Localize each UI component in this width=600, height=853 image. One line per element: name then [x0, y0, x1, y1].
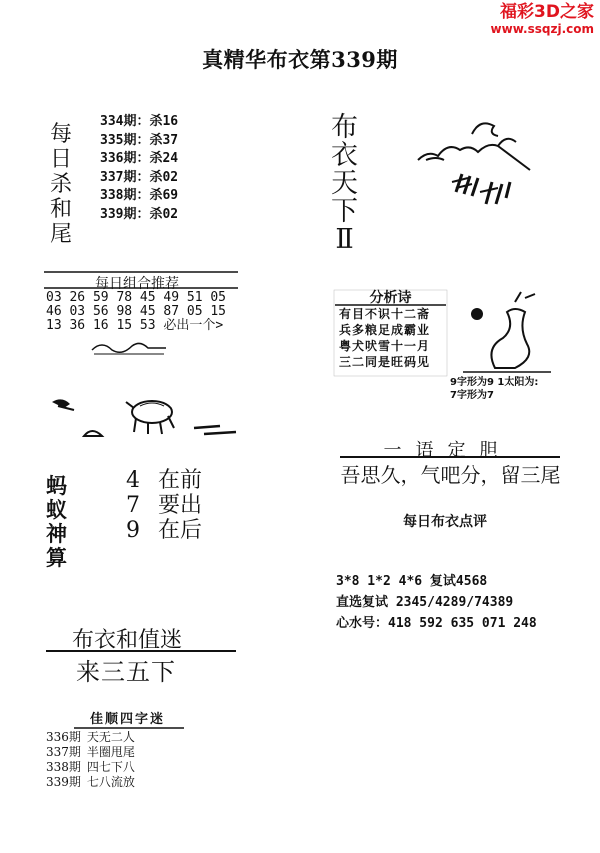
ant-calc-row [120, 518, 202, 543]
ant-calc-row [120, 493, 202, 518]
ant-calc-rows [120, 468, 202, 543]
ant-calc-text: 在前 [158, 468, 203, 493]
four-char-text: 天无二人 [86, 730, 135, 744]
daily-combo-row: 03 26 59 78 45 49 51 05 [46, 290, 227, 305]
brand-url: www.ssqzj.com [490, 22, 594, 36]
analysis-poem-line: 兵多粮足成霸业 [339, 323, 431, 337]
ant-calc-title-char: 神 [46, 521, 67, 546]
kill-tail-list [100, 113, 178, 224]
analysis-poem-title: 分析诗 [369, 290, 412, 306]
kill-tail-title-char: 日 [50, 147, 73, 172]
kill-tail-item: 336期：杀24 [100, 151, 179, 166]
ant-calc-text: 在后 [158, 518, 203, 543]
four-char-row [46, 760, 135, 775]
buyi-title-char: 衣 [331, 140, 358, 171]
ant-calc-text: 要出 [158, 493, 203, 518]
buyi-title-char: 天 [331, 168, 358, 199]
ant-calc-row [120, 468, 202, 493]
kill-tail-item: 337期：杀02 [100, 169, 179, 185]
kill-tail-title [50, 122, 72, 247]
daily-combo-row: 13 36 16 15 53 必出一个> [46, 318, 224, 333]
four-char-text: 半圈甩尾 [86, 745, 135, 759]
daily-review-title: 每日布衣点评 [403, 514, 487, 530]
ant-calc-num: 9 [126, 518, 140, 543]
daily-review-line: 心水号：418 592 635 071 248 [336, 616, 537, 631]
kill-tail-title-char: 每 [50, 122, 73, 147]
daily-review-line: 直选复试 2345/4289/74389 [336, 595, 514, 610]
analysis-poem-notes [450, 376, 538, 402]
one-phrase-title: 一语定胆 [383, 440, 512, 461]
analysis-poem-note: 7字形为7 [450, 390, 494, 401]
daily-combo-row: 46 03 56 98 45 87 05 15 [46, 304, 227, 319]
buyi-title-char: Ⅱ [335, 224, 354, 255]
analysis-poem-line: 有目不识十二斋 [339, 307, 431, 321]
daily-combo-rows [46, 291, 226, 333]
analysis-poem-lines [339, 306, 430, 370]
kill-tail-title-char: 杀 [50, 172, 73, 197]
figure-illustration [455, 288, 555, 374]
analysis-poem-line: 粤犬吠雪十一月 [339, 339, 431, 353]
four-char-issue: 336期 [46, 730, 81, 744]
ant-calc-num: 7 [126, 493, 140, 518]
analysis-poem-line: 三二同是旺码见 [339, 355, 431, 369]
four-char-text: 七八流放 [86, 775, 135, 789]
ant-calc-num: 4 [126, 468, 140, 493]
kill-tail-item: 335期：杀37 [100, 132, 179, 148]
kill-tail-item: 334期：杀16 [100, 114, 179, 129]
daily-review-line: 3*8 1*2 4*6 复试4568 [336, 574, 488, 589]
riddle-title: 布衣和值迷 [72, 628, 183, 653]
kill-tail-item: 339期：杀02 [100, 206, 179, 222]
ant-calc-title-char: 算 [46, 545, 67, 570]
brand-name: 福彩3D之家 [500, 2, 594, 22]
mountain-illustration [408, 112, 538, 222]
four-char-rows [46, 730, 135, 790]
analysis-poem-note: 9字形为9 1太阳为: [450, 377, 539, 388]
flourish-ornament [90, 338, 170, 358]
four-char-issue: 339期 [46, 775, 81, 789]
four-char-title: 佳顺四字迷 [90, 712, 166, 727]
kill-tail-item: 338期：杀69 [100, 188, 179, 203]
daily-review-lines [336, 571, 537, 634]
four-char-issue: 338期 [46, 760, 81, 774]
animals-illustration [44, 388, 244, 448]
four-char-row [46, 745, 135, 760]
riddle-text: 来三五下 [76, 658, 176, 686]
kill-tail-title-char: 和 [50, 197, 73, 222]
ant-calc-title [46, 474, 67, 570]
four-char-row [46, 730, 135, 745]
daily-combo-title: 每日组合推荐 [95, 276, 179, 292]
four-char-text: 四七下八 [86, 760, 135, 774]
four-char-row [46, 775, 135, 790]
buyi-title [331, 114, 358, 254]
buyi-title-char: 下 [331, 196, 358, 227]
one-phrase-text: 吾思久，气吧分，留三尾 [340, 463, 561, 487]
page-title: 真精华布衣第339期 [202, 47, 398, 72]
four-char-issue: 337期 [46, 745, 81, 759]
brand-block [491, 2, 594, 36]
kill-tail-title-char: 尾 [50, 222, 73, 247]
ant-calc-title-char: 蚁 [46, 497, 67, 522]
buyi-title-char: 布 [331, 112, 358, 143]
ant-calc-title-char: 蚂 [46, 473, 67, 498]
